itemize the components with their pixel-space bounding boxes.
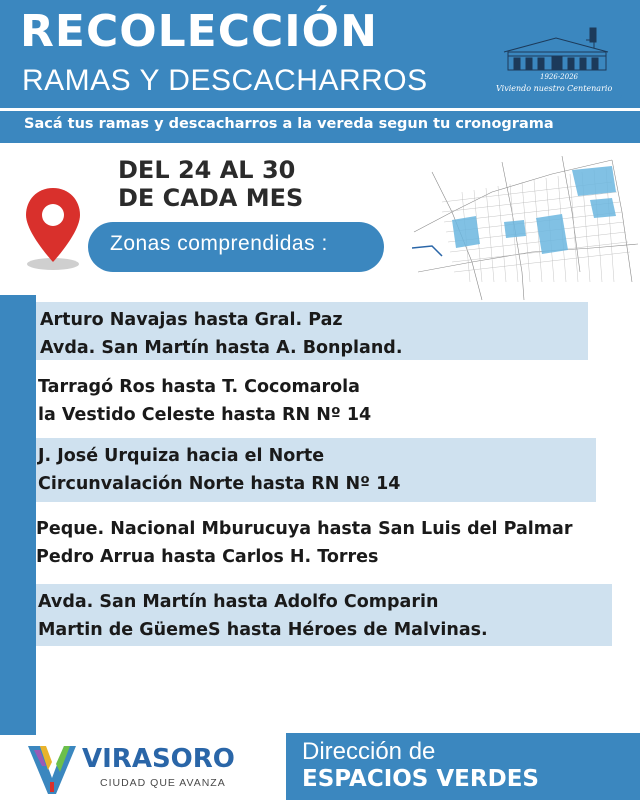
schedule-line-1: DEL 24 AL 30: [118, 156, 296, 184]
virasoro-logo-icon: [26, 742, 78, 796]
zone-item-1: [36, 302, 588, 360]
zone-3-line-1: J. José Urquiza hacia el Norte: [38, 446, 325, 466]
logo-caption: Viviendo nuestro Centenario: [496, 84, 613, 93]
zones-label: Zonas comprendidas :: [110, 232, 328, 255]
zone-item-4: [36, 513, 640, 573]
logo-years: 1926-2026: [540, 73, 578, 81]
zone-item-3: [36, 438, 596, 502]
schedule-line-2: DE CADA MES: [118, 184, 304, 212]
zone-1-line-2: Avda. San Martín hasta A. Bonpland.: [40, 338, 403, 358]
banner-text: Sacá tus ramas y descacharros a la vereda segun tu cronograma: [24, 116, 554, 132]
zone-item-5: [36, 584, 612, 646]
office-line-2: ESPACIOS VERDES: [302, 766, 539, 792]
map-pin-icon: [22, 186, 84, 272]
schedule-dates: [118, 156, 303, 212]
zone-3-line-2: Circunvalación Norte hasta RN Nº 14: [38, 474, 401, 494]
zone-5-line-2: Martin de GüemeS hasta Héroes de Malvinas.: [38, 620, 488, 640]
office-line-1: Dirección de: [302, 738, 436, 765]
zone-2-line-2: la Vestido Celeste hasta RN Nº 14: [38, 405, 372, 425]
brand-tagline: CIUDAD QUE AVANZA: [100, 777, 226, 789]
zone-5-line-1: Avda. San Martín hasta Adolfo Comparin: [38, 592, 439, 612]
zone-2-line-1: Tarragó Ros hasta T. Cocomarola: [38, 377, 360, 397]
city-map: [412, 152, 640, 302]
zone-4-line-1: Peque. Nacional Mburucuya hasta San Luis del Palmar: [36, 519, 573, 539]
zone-item-2: [36, 371, 588, 431]
zone-4-line-2: Pedro Arrua hasta Carlos H. Torres: [36, 547, 379, 567]
zone-1-line-1: Arturo Navajas hasta Gral. Paz: [40, 310, 343, 330]
left-accent-bar: [0, 295, 36, 735]
centenario-logo: [490, 18, 622, 98]
page-title: RECOLECCIÓN: [20, 6, 378, 57]
brand-name: VIRASORO: [82, 744, 235, 774]
page-subtitle: RAMAS Y DESCACHARROS: [22, 64, 428, 97]
